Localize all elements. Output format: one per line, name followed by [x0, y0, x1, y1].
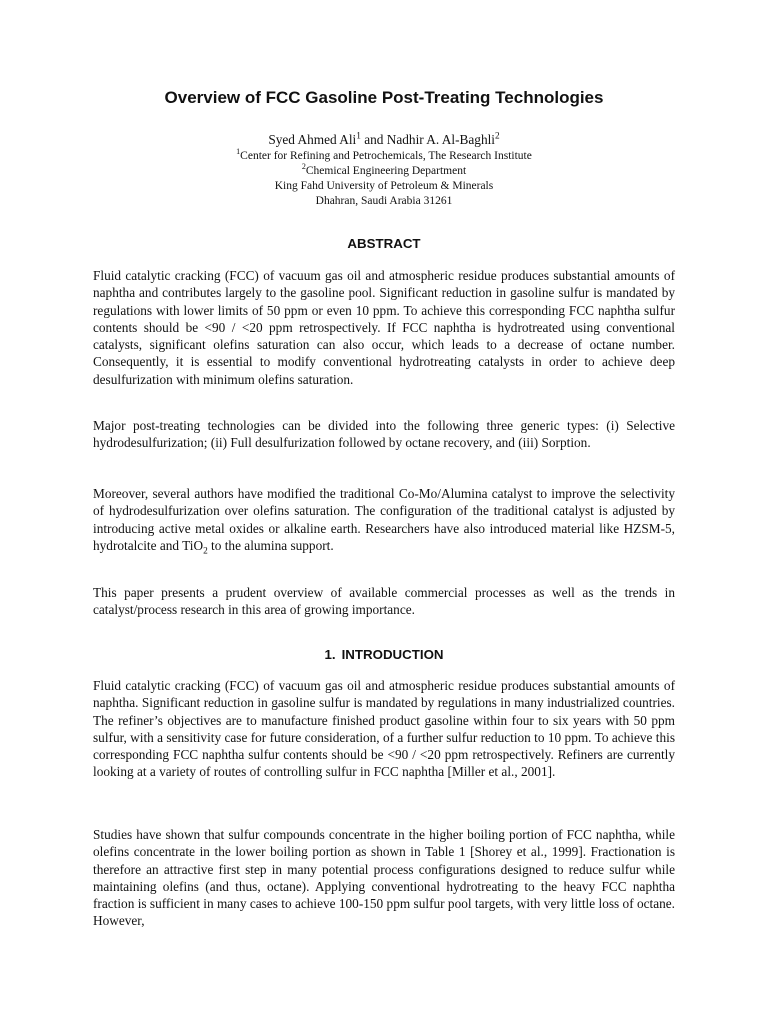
abstract-paragraph-3-text-a: Moreover, several authors have modified the traditional Co-Mo/Alumina catalyst to improve the selectivity of hydrodesulfurization over olefins saturation. The configuration of the traditional catalyst is adjusted by introducing active metal oxides or alkaline earth. Researchers have also introduced material like HZSM-5, hydrotalcite and TiO [93, 486, 675, 553]
tio2-subscript: 2 [203, 546, 208, 557]
affiliation-2-marker: 2 [301, 162, 306, 172]
abstract-paragraph-1: Fluid catalytic cracking (FCC) of vacuum gas oil and atmospheric residue produces substantial amounts of naphtha and contributes largely to the gasoline pool. Significant reduction in gasoline sulfur is mandated by regulations with lower limits of 50 ppm or even 10 ppm. To achieve this corresponding FCC naphtha sulfur contents should be <90 / <20 ppm retrospectively. If FCC naphtha is hydrotreated using conventional catalysts, significant olefins saturation can also occur, which leads to a decrease of octane number. Consequently, it is essential to modify conventional hydrotreating catalysts in order to achieve deep desulfurization with minimum olefins saturation. [93, 268, 675, 387]
section-title: INTRODUCTION [341, 647, 444, 662]
affiliation-1 [0, 149, 768, 164]
abstract-heading: ABSTRACT [347, 236, 421, 251]
affiliation-1-marker: 1 [236, 147, 241, 157]
author-line [0, 132, 768, 148]
affiliations [0, 149, 768, 209]
author-1-name: Syed Ahmed Ali [268, 132, 357, 147]
affiliation-university: King Fahd University of Petroleum & Minerals [274, 180, 494, 192]
introduction-paragraph-1: Fluid catalytic cracking (FCC) of vacuum gas oil and atmospheric residue produces substantial amounts of naphtha. Significant reduction in gasoline sulfur is mandated by regulations in many industrialized countries. The refiner’s objectives are to manufacture finished product gasoline within four to six years with 50 ppm sulfur, with a sensitivity case for future consideration, of a further sulfur reduction to 10 ppm. To achieve this corresponding FCC naphtha sulfur contents should be <90 / <20 ppm retrospectively. Refiners are currently looking at a variety of routes of controlling sulfur in FCC naphtha [Miller et al., 2001]. [93, 678, 675, 780]
author-2-affil-marker: 2 [495, 131, 500, 142]
paper-title: Overview of FCC Gasoline Post-Treating Technologies [164, 88, 604, 107]
abstract-paragraph-2: Major post-treating technologies can be divided into the following three generic types: (i) Selective hydrodesulfurization; (ii) Full desulfurization followed by octane recovery, and (iii) Sorption. [93, 418, 675, 451]
abstract-paragraph-3 [93, 485, 675, 557]
abstract-paragraph-4: This paper presents a prudent overview of available commercial processes as well as the trends in catalyst/process research in this area of growing importance. [93, 585, 675, 618]
affiliation-2 [0, 164, 768, 179]
author-2-name: Nadhir A. Al-Baghli [386, 132, 495, 147]
affiliation-address: Dhahran, Saudi Arabia 31261 [315, 195, 453, 207]
introduction-heading [0, 647, 768, 662]
affiliation-2-text: Chemical Engineering Department [305, 165, 467, 177]
section-number: 1. [324, 647, 336, 662]
author-conjunction: and [360, 132, 387, 147]
introduction-paragraph-2: Studies have shown that sulfur compounds concentrate in the higher boiling portion of FCC naphtha, while olefins concentrate in the lower boiling portion as shown in Table 1 [Shorey et al., 1999]. Fractionation is therefore an attractive first step in many potential process configurations designed to reduce sulfur while maintaining olefins (and thus, octane). Applying conventional hydrotreating to the heavy FCC naphtha fraction is sufficient in many cases to achieve 100-150 ppm sulfur pool targets, with very little loss of octane. However, [93, 827, 675, 929]
affiliation-1-text: Center for Refining and Petrochemicals, The Research Institute [240, 150, 532, 162]
author-1-affil-marker: 1 [356, 131, 361, 142]
abstract-paragraph-3-text-b: to the alumina support. [207, 537, 334, 553]
